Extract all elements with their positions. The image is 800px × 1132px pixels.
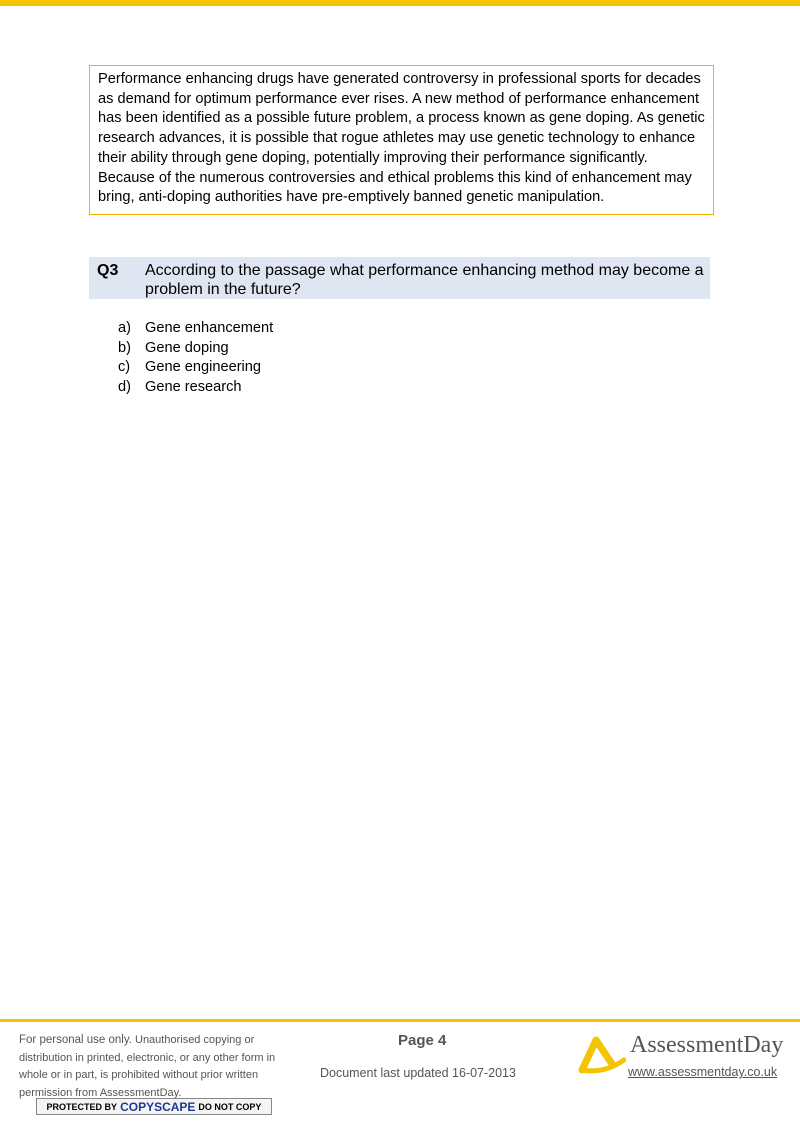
answer-options — [118, 319, 273, 398]
option-letter: d) — [118, 379, 131, 396]
answer-option-c[interactable] — [118, 358, 273, 378]
answer-option-d[interactable] — [118, 378, 273, 398]
notice-lead: For personal use only. — [19, 1034, 132, 1046]
copyscape-pre: PROTECTED BY — [46, 1101, 118, 1112]
option-text: Gene research — [145, 379, 242, 396]
option-letter: b) — [118, 339, 131, 356]
copyright-notice — [19, 1032, 294, 1102]
copyscape-brand: COPYSCAPE — [120, 1099, 196, 1114]
logo-wordmark: AssessmentDay — [630, 1032, 784, 1058]
page-number: Page 4 — [398, 1032, 447, 1049]
option-text: Gene doping — [145, 339, 229, 356]
passage-text: Performance enhancing drugs have generated controversy in professional sports for decades as demand for optimum performance ever rises. A new method of performance enhancement has been identified as a possible future problem, a process known as gene doping. As genetic research advances, it is possible that rogue athletes may use genetic technology to enhance their ability through gene doping, potentially improving their performance significantly. Because of the numerous controversies and ethical problems this kind of enhancement may bring, anti-doping authorities have pre-emptively banned genetic manipulation. — [98, 71, 705, 206]
document-updated-date: Document last updated 16-07-2013 — [320, 1066, 516, 1080]
answer-option-a[interactable] — [118, 319, 273, 339]
option-letter: c) — [118, 359, 131, 376]
copyscape-badge[interactable] — [36, 1098, 272, 1115]
passage-box — [89, 65, 714, 215]
assessmentday-logo-icon — [578, 1034, 626, 1074]
question-number: Q3 — [97, 262, 119, 279]
notice-rest: Unauthorised copying or distribution in printed, electronic, or any other form in whole or in part, is prohibited without prior written permission from AssessmentDay. — [19, 1034, 276, 1099]
question-text: According to the passage what performance enhancing method may become a problem in the future? — [145, 262, 704, 298]
answer-option-b[interactable] — [118, 339, 273, 359]
copyscape-post: DO NOT COPY — [198, 1101, 262, 1112]
website-link[interactable]: www.assessmentday.co.uk — [628, 1065, 778, 1079]
option-text: Gene engineering — [145, 359, 262, 376]
option-text: Gene enhancement — [145, 320, 274, 336]
question-header — [89, 257, 710, 299]
top-accent-bar — [0, 0, 800, 6]
option-letter: a) — [118, 320, 131, 336]
footer-accent-bar — [0, 1019, 800, 1022]
